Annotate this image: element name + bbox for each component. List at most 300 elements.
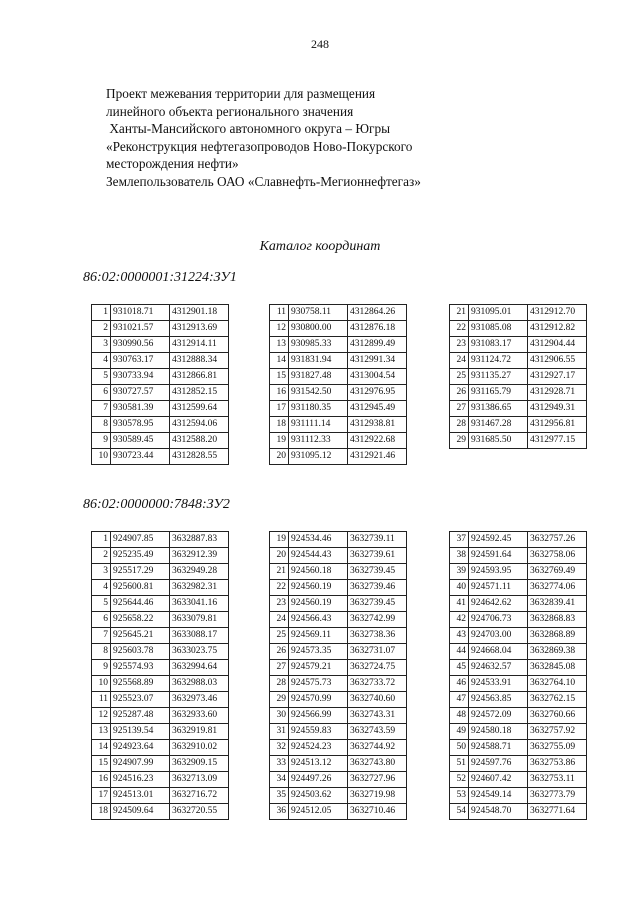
point-number: 27 bbox=[270, 660, 289, 676]
header-line: Проект межевания территории для размещения bbox=[106, 86, 376, 101]
x-coordinate: 924544.43 bbox=[289, 548, 348, 564]
y-coordinate: 3632919.81 bbox=[170, 724, 229, 740]
table-row bbox=[450, 532, 587, 548]
y-coordinate: 3632738.36 bbox=[348, 628, 407, 644]
y-coordinate: 3632739.45 bbox=[348, 596, 407, 612]
y-coordinate: 3632743.80 bbox=[348, 756, 407, 772]
x-coordinate: 924907.85 bbox=[111, 532, 170, 548]
y-coordinate: 3632719.98 bbox=[348, 788, 407, 804]
x-coordinate: 930990.56 bbox=[111, 337, 170, 353]
x-coordinate: 924548.70 bbox=[469, 804, 528, 820]
table-row bbox=[450, 692, 587, 708]
y-coordinate: 3632733.72 bbox=[348, 676, 407, 692]
x-coordinate: 931018.71 bbox=[111, 305, 170, 321]
coordinate-table bbox=[449, 531, 587, 820]
table-row bbox=[92, 532, 229, 548]
y-coordinate: 3632731.07 bbox=[348, 644, 407, 660]
y-coordinate: 3632753.11 bbox=[528, 772, 587, 788]
table-row bbox=[270, 337, 407, 353]
point-number: 24 bbox=[450, 353, 469, 369]
x-coordinate: 924923.64 bbox=[111, 740, 170, 756]
point-number: 22 bbox=[450, 321, 469, 337]
point-number: 3 bbox=[92, 564, 111, 580]
point-number: 32 bbox=[270, 740, 289, 756]
y-coordinate: 3632713.09 bbox=[170, 772, 229, 788]
y-coordinate: 3632743.31 bbox=[348, 708, 407, 724]
y-coordinate: 3632774.06 bbox=[528, 580, 587, 596]
x-coordinate: 931111.14 bbox=[289, 417, 348, 433]
y-coordinate: 4312928.71 bbox=[528, 385, 587, 401]
point-number: 2 bbox=[92, 548, 111, 564]
point-number: 17 bbox=[270, 401, 289, 417]
y-coordinate: 3632742.99 bbox=[348, 612, 407, 628]
y-coordinate: 3632739.11 bbox=[348, 532, 407, 548]
point-number: 24 bbox=[270, 612, 289, 628]
point-number: 1 bbox=[92, 532, 111, 548]
point-number: 8 bbox=[92, 417, 111, 433]
coordinate-table bbox=[269, 304, 407, 465]
x-coordinate: 924592.45 bbox=[469, 532, 528, 548]
y-coordinate: 4312956.81 bbox=[528, 417, 587, 433]
table-row bbox=[450, 385, 587, 401]
x-coordinate: 924570.99 bbox=[289, 692, 348, 708]
point-number: 19 bbox=[270, 532, 289, 548]
table-row bbox=[270, 532, 407, 548]
y-coordinate: 4312899.49 bbox=[348, 337, 407, 353]
table-row bbox=[270, 353, 407, 369]
table-row bbox=[450, 433, 587, 449]
x-coordinate: 924534.46 bbox=[289, 532, 348, 548]
x-coordinate: 931831.94 bbox=[289, 353, 348, 369]
table-row bbox=[270, 612, 407, 628]
table-row bbox=[92, 321, 229, 337]
x-coordinate: 924571.11 bbox=[469, 580, 528, 596]
y-coordinate: 4312977.15 bbox=[528, 433, 587, 449]
y-coordinate: 3632757.26 bbox=[528, 532, 587, 548]
point-number: 44 bbox=[450, 644, 469, 660]
point-number: 36 bbox=[270, 804, 289, 820]
y-coordinate: 4312588.20 bbox=[170, 433, 229, 449]
y-coordinate: 4312922.68 bbox=[348, 433, 407, 449]
table-row bbox=[92, 724, 229, 740]
table-row bbox=[450, 724, 587, 740]
x-coordinate: 931467.28 bbox=[469, 417, 528, 433]
table-row bbox=[92, 417, 229, 433]
point-number: 26 bbox=[270, 644, 289, 660]
point-number: 34 bbox=[270, 772, 289, 788]
y-coordinate: 4312852.15 bbox=[170, 385, 229, 401]
x-coordinate: 930763.17 bbox=[111, 353, 170, 369]
point-number: 4 bbox=[92, 353, 111, 369]
x-coordinate: 925600.81 bbox=[111, 580, 170, 596]
y-coordinate: 4312912.70 bbox=[528, 305, 587, 321]
x-coordinate: 925139.54 bbox=[111, 724, 170, 740]
y-coordinate: 3632762.15 bbox=[528, 692, 587, 708]
point-number: 37 bbox=[450, 532, 469, 548]
table-row bbox=[270, 417, 407, 433]
table-row bbox=[270, 564, 407, 580]
table-row bbox=[92, 772, 229, 788]
table-row bbox=[270, 305, 407, 321]
y-coordinate: 3632845.08 bbox=[528, 660, 587, 676]
point-number: 22 bbox=[270, 580, 289, 596]
table-row bbox=[270, 740, 407, 756]
header-line: Ханты-Мансийского автономного округа – Югры bbox=[106, 121, 391, 136]
y-coordinate: 3632988.03 bbox=[170, 676, 229, 692]
point-number: 54 bbox=[450, 804, 469, 820]
table-row bbox=[450, 772, 587, 788]
y-coordinate: 3633023.75 bbox=[170, 644, 229, 660]
point-number: 11 bbox=[92, 692, 111, 708]
x-coordinate: 924513.12 bbox=[289, 756, 348, 772]
x-coordinate: 924593.95 bbox=[469, 564, 528, 580]
point-number: 23 bbox=[270, 596, 289, 612]
point-number: 16 bbox=[92, 772, 111, 788]
table-row bbox=[450, 644, 587, 660]
y-coordinate: 3632912.39 bbox=[170, 548, 229, 564]
x-coordinate: 924524.23 bbox=[289, 740, 348, 756]
x-coordinate: 924642.62 bbox=[469, 596, 528, 612]
x-coordinate: 924597.76 bbox=[469, 756, 528, 772]
x-coordinate: 930723.44 bbox=[111, 449, 170, 465]
point-number: 20 bbox=[270, 548, 289, 564]
y-coordinate: 3632753.86 bbox=[528, 756, 587, 772]
y-coordinate: 4312921.46 bbox=[348, 449, 407, 465]
x-coordinate: 930578.95 bbox=[111, 417, 170, 433]
x-coordinate: 930733.94 bbox=[111, 369, 170, 385]
point-number: 9 bbox=[92, 660, 111, 676]
point-number: 20 bbox=[270, 449, 289, 465]
table-row bbox=[92, 548, 229, 564]
y-coordinate: 3633088.17 bbox=[170, 628, 229, 644]
y-coordinate: 3632760.66 bbox=[528, 708, 587, 724]
y-coordinate: 3632739.45 bbox=[348, 564, 407, 580]
y-coordinate: 4312949.31 bbox=[528, 401, 587, 417]
x-coordinate: 924591.64 bbox=[469, 548, 528, 564]
point-number: 11 bbox=[270, 305, 289, 321]
point-number: 12 bbox=[92, 708, 111, 724]
table-row bbox=[92, 449, 229, 465]
table-row bbox=[270, 804, 407, 820]
point-number: 5 bbox=[92, 596, 111, 612]
point-number: 21 bbox=[450, 305, 469, 321]
y-coordinate: 3632764.10 bbox=[528, 676, 587, 692]
table-row bbox=[450, 548, 587, 564]
x-coordinate: 924566.99 bbox=[289, 708, 348, 724]
y-coordinate: 4312991.34 bbox=[348, 353, 407, 369]
x-coordinate: 924563.85 bbox=[469, 692, 528, 708]
point-number: 28 bbox=[450, 417, 469, 433]
y-coordinate: 3633041.16 bbox=[170, 596, 229, 612]
point-number: 15 bbox=[270, 369, 289, 385]
table-row bbox=[92, 433, 229, 449]
point-number: 25 bbox=[450, 369, 469, 385]
y-coordinate: 3632757.92 bbox=[528, 724, 587, 740]
point-number: 18 bbox=[270, 417, 289, 433]
x-coordinate: 931165.79 bbox=[469, 385, 528, 401]
y-coordinate: 3632724.75 bbox=[348, 660, 407, 676]
table-row bbox=[450, 401, 587, 417]
x-coordinate: 924509.64 bbox=[111, 804, 170, 820]
x-coordinate: 924572.09 bbox=[469, 708, 528, 724]
table-row bbox=[92, 580, 229, 596]
x-coordinate: 924569.11 bbox=[289, 628, 348, 644]
point-number: 23 bbox=[450, 337, 469, 353]
table-row bbox=[92, 788, 229, 804]
y-coordinate: 4312927.17 bbox=[528, 369, 587, 385]
x-coordinate: 924579.21 bbox=[289, 660, 348, 676]
point-number: 30 bbox=[270, 708, 289, 724]
point-number: 9 bbox=[92, 433, 111, 449]
table-row bbox=[450, 804, 587, 820]
point-number: 47 bbox=[450, 692, 469, 708]
table-row bbox=[450, 628, 587, 644]
table-row bbox=[92, 756, 229, 772]
catalog-title: Каталог координат bbox=[259, 239, 381, 254]
table-row bbox=[450, 417, 587, 433]
table-row bbox=[92, 692, 229, 708]
point-number: 10 bbox=[92, 449, 111, 465]
table-row bbox=[92, 612, 229, 628]
x-coordinate: 924575.73 bbox=[289, 676, 348, 692]
coordinate-table bbox=[91, 304, 229, 465]
table-row bbox=[270, 788, 407, 804]
x-coordinate: 931021.57 bbox=[111, 321, 170, 337]
x-coordinate: 931135.27 bbox=[469, 369, 528, 385]
x-coordinate: 930589.45 bbox=[111, 433, 170, 449]
x-coordinate: 924706.73 bbox=[469, 612, 528, 628]
x-coordinate: 924560.18 bbox=[289, 564, 348, 580]
y-coordinate: 3632949.28 bbox=[170, 564, 229, 580]
point-number: 48 bbox=[450, 708, 469, 724]
point-number: 7 bbox=[92, 401, 111, 417]
table-row bbox=[92, 401, 229, 417]
point-number: 38 bbox=[450, 548, 469, 564]
x-coordinate: 930727.57 bbox=[111, 385, 170, 401]
point-number: 6 bbox=[92, 612, 111, 628]
table-row bbox=[450, 676, 587, 692]
y-coordinate: 3632739.61 bbox=[348, 548, 407, 564]
y-coordinate: 3632868.89 bbox=[528, 628, 587, 644]
coordinate-table bbox=[449, 304, 587, 449]
point-number: 15 bbox=[92, 756, 111, 772]
point-number: 18 bbox=[92, 804, 111, 820]
x-coordinate: 930758.11 bbox=[289, 305, 348, 321]
point-number: 31 bbox=[270, 724, 289, 740]
point-number: 28 bbox=[270, 676, 289, 692]
table-row bbox=[92, 708, 229, 724]
point-number: 26 bbox=[450, 385, 469, 401]
table-row bbox=[450, 740, 587, 756]
y-coordinate: 3632933.60 bbox=[170, 708, 229, 724]
point-number: 45 bbox=[450, 660, 469, 676]
y-coordinate: 3632710.46 bbox=[348, 804, 407, 820]
table-row bbox=[270, 596, 407, 612]
point-number: 12 bbox=[270, 321, 289, 337]
table-row bbox=[450, 305, 587, 321]
x-coordinate: 925523.07 bbox=[111, 692, 170, 708]
y-coordinate: 4312913.69 bbox=[170, 321, 229, 337]
y-coordinate: 3632839.41 bbox=[528, 596, 587, 612]
x-coordinate: 925235.49 bbox=[111, 548, 170, 564]
point-number: 50 bbox=[450, 740, 469, 756]
y-coordinate: 3632773.79 bbox=[528, 788, 587, 804]
y-coordinate: 4312976.95 bbox=[348, 385, 407, 401]
table-row bbox=[92, 305, 229, 321]
point-number: 2 bbox=[92, 321, 111, 337]
coordinate-table bbox=[269, 531, 407, 820]
table-row bbox=[450, 337, 587, 353]
y-coordinate: 4312599.64 bbox=[170, 401, 229, 417]
parcel-id: 86:02:0000000:7848:ЗУ2 bbox=[83, 497, 230, 512]
header-line: Землепользователь ОАО «Славнефть-Мегионнефтегаз» bbox=[106, 173, 421, 189]
x-coordinate: 930800.00 bbox=[289, 321, 348, 337]
table-row bbox=[270, 580, 407, 596]
table-row bbox=[92, 385, 229, 401]
table-row bbox=[92, 804, 229, 820]
y-coordinate: 4312888.34 bbox=[170, 353, 229, 369]
point-number: 14 bbox=[92, 740, 111, 756]
point-number: 39 bbox=[450, 564, 469, 580]
x-coordinate: 924516.23 bbox=[111, 772, 170, 788]
header-line: «Реконструкция нефтегазопроводов Ново-Покурского bbox=[106, 138, 413, 154]
x-coordinate: 924907.99 bbox=[111, 756, 170, 772]
table-row bbox=[270, 401, 407, 417]
table-row bbox=[92, 564, 229, 580]
x-coordinate: 924503.62 bbox=[289, 788, 348, 804]
x-coordinate: 931085.08 bbox=[469, 321, 528, 337]
x-coordinate: 925568.89 bbox=[111, 676, 170, 692]
x-coordinate: 931083.17 bbox=[469, 337, 528, 353]
x-coordinate: 924566.43 bbox=[289, 612, 348, 628]
point-number: 16 bbox=[270, 385, 289, 401]
point-number: 51 bbox=[450, 756, 469, 772]
table-row bbox=[270, 708, 407, 724]
point-number: 41 bbox=[450, 596, 469, 612]
x-coordinate: 931095.01 bbox=[469, 305, 528, 321]
y-coordinate: 4312904.44 bbox=[528, 337, 587, 353]
y-coordinate: 3632744.92 bbox=[348, 740, 407, 756]
y-coordinate: 3632771.64 bbox=[528, 804, 587, 820]
table-row bbox=[92, 596, 229, 612]
table-row bbox=[450, 596, 587, 612]
x-coordinate: 931542.50 bbox=[289, 385, 348, 401]
table-row bbox=[450, 756, 587, 772]
point-number: 21 bbox=[270, 564, 289, 580]
x-coordinate: 924513.01 bbox=[111, 788, 170, 804]
table-row bbox=[450, 321, 587, 337]
table-row bbox=[270, 772, 407, 788]
x-coordinate: 924497.26 bbox=[289, 772, 348, 788]
table-row bbox=[92, 628, 229, 644]
x-coordinate: 924703.00 bbox=[469, 628, 528, 644]
table-row bbox=[92, 337, 229, 353]
y-coordinate: 4313004.54 bbox=[348, 369, 407, 385]
coordinate-table bbox=[91, 531, 229, 820]
x-coordinate: 925658.22 bbox=[111, 612, 170, 628]
y-coordinate: 4312912.82 bbox=[528, 321, 587, 337]
y-coordinate: 3632739.46 bbox=[348, 580, 407, 596]
y-coordinate: 3633079.81 bbox=[170, 612, 229, 628]
y-coordinate: 3632720.55 bbox=[170, 804, 229, 820]
x-coordinate: 925287.48 bbox=[111, 708, 170, 724]
y-coordinate: 3632769.49 bbox=[528, 564, 587, 580]
table-row bbox=[270, 433, 407, 449]
x-coordinate: 924580.18 bbox=[469, 724, 528, 740]
table-row bbox=[270, 385, 407, 401]
point-number: 13 bbox=[270, 337, 289, 353]
table-row bbox=[450, 564, 587, 580]
x-coordinate: 924573.35 bbox=[289, 644, 348, 660]
point-number: 46 bbox=[450, 676, 469, 692]
y-coordinate: 3632755.09 bbox=[528, 740, 587, 756]
x-coordinate: 925645.21 bbox=[111, 628, 170, 644]
point-number: 29 bbox=[270, 692, 289, 708]
page-number: 248 bbox=[311, 37, 329, 51]
table-row bbox=[270, 321, 407, 337]
x-coordinate: 931124.72 bbox=[469, 353, 528, 369]
x-coordinate: 931827.48 bbox=[289, 369, 348, 385]
table-row bbox=[270, 676, 407, 692]
x-coordinate: 925517.29 bbox=[111, 564, 170, 580]
x-coordinate: 924607.42 bbox=[469, 772, 528, 788]
y-coordinate: 3632909.15 bbox=[170, 756, 229, 772]
y-coordinate: 4312906.55 bbox=[528, 353, 587, 369]
table-row bbox=[270, 369, 407, 385]
y-coordinate: 4312866.81 bbox=[170, 369, 229, 385]
table-row bbox=[92, 369, 229, 385]
table-row bbox=[270, 724, 407, 740]
y-coordinate: 4312864.26 bbox=[348, 305, 407, 321]
x-coordinate: 925603.78 bbox=[111, 644, 170, 660]
y-coordinate: 4312938.81 bbox=[348, 417, 407, 433]
point-number: 40 bbox=[450, 580, 469, 596]
point-number: 8 bbox=[92, 644, 111, 660]
x-coordinate: 931112.33 bbox=[289, 433, 348, 449]
x-coordinate: 931180.35 bbox=[289, 401, 348, 417]
point-number: 49 bbox=[450, 724, 469, 740]
x-coordinate: 924588.71 bbox=[469, 740, 528, 756]
table-row bbox=[270, 628, 407, 644]
point-number: 3 bbox=[92, 337, 111, 353]
table-row bbox=[270, 548, 407, 564]
table-row bbox=[92, 660, 229, 676]
table-row bbox=[450, 612, 587, 628]
table-row bbox=[450, 788, 587, 804]
y-coordinate: 3632743.59 bbox=[348, 724, 407, 740]
x-coordinate: 924549.14 bbox=[469, 788, 528, 804]
point-number: 5 bbox=[92, 369, 111, 385]
y-coordinate: 3632740.60 bbox=[348, 692, 407, 708]
point-number: 14 bbox=[270, 353, 289, 369]
point-number: 10 bbox=[92, 676, 111, 692]
x-coordinate: 924668.04 bbox=[469, 644, 528, 660]
x-coordinate: 924533.91 bbox=[469, 676, 528, 692]
parcel-id: 86:02:0000001:31224:ЗУ1 bbox=[83, 270, 237, 285]
point-number: 52 bbox=[450, 772, 469, 788]
point-number: 17 bbox=[92, 788, 111, 804]
y-coordinate: 4312945.49 bbox=[348, 401, 407, 417]
table-row bbox=[450, 353, 587, 369]
y-coordinate: 4312914.11 bbox=[170, 337, 229, 353]
table-row bbox=[450, 369, 587, 385]
y-coordinate: 3632994.64 bbox=[170, 660, 229, 676]
point-number: 6 bbox=[92, 385, 111, 401]
x-coordinate: 924560.19 bbox=[289, 580, 348, 596]
table-row bbox=[92, 353, 229, 369]
y-coordinate: 4312876.18 bbox=[348, 321, 407, 337]
point-number: 53 bbox=[450, 788, 469, 804]
